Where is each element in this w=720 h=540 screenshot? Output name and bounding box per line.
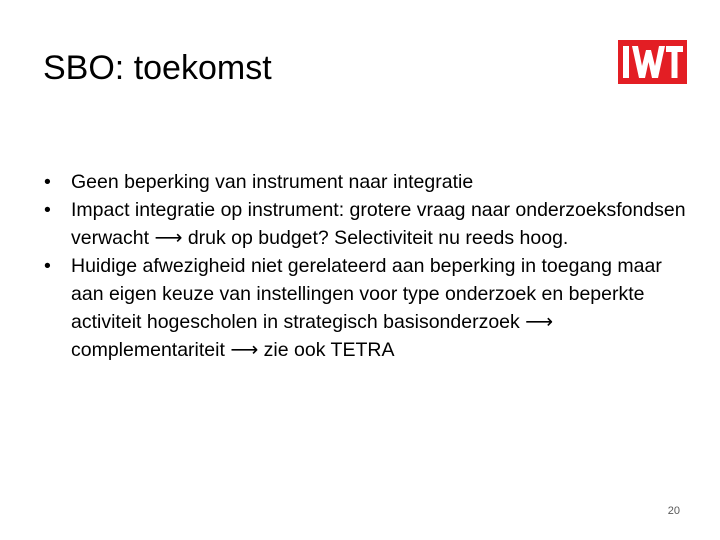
slide-title: SBO: toekomst [43,49,272,87]
bullet-text: Impact integratie op instrument: grotere vraag naar onderzoeksfondsen verwacht ⟶ druk op budget? Selectiviteit nu reeds hoog. [71,199,686,249]
bullet-marker: • [44,199,51,221]
page-number: 20 [667,505,680,517]
bullet-marker: • [44,171,51,193]
bullet-marker: • [44,255,51,277]
bullet-list [44,168,694,364]
iwt-logo [618,40,687,84]
bullet-item [44,252,694,364]
bullet-item [44,168,694,196]
bullet-text: Geen beperking van instrument naar integratie [71,171,474,193]
bullet-text: Huidige afwezigheid niet gerelateerd aan beperking in toegang maar aan eigen keuze van instellingen voor type onderzoek en beperkte activiteit hogescholen in strategisch basisonderzoek ⟶ complementariteit ⟶ zie ook TETRA [71,255,662,361]
bullet-item [44,196,694,252]
